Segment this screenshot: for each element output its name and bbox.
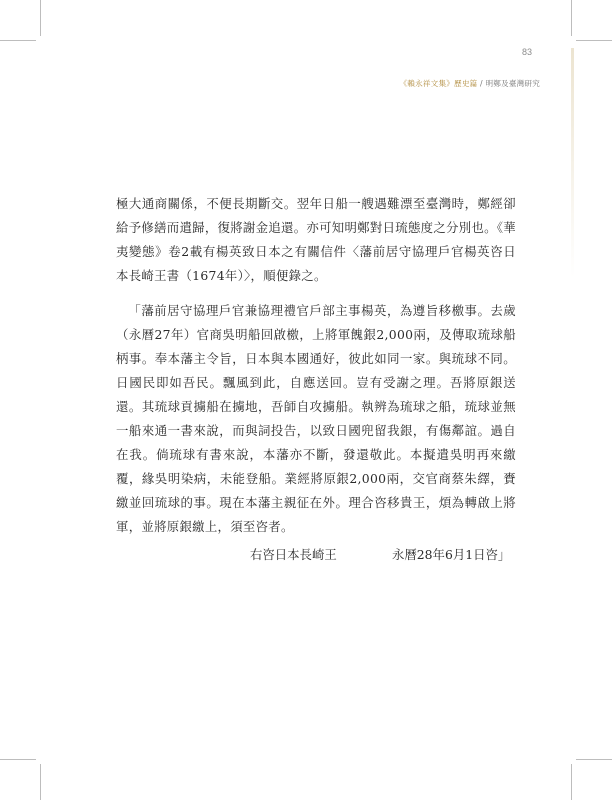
series-title: 《賴永祥文集》歷史篇: [399, 79, 478, 88]
running-header: [400, 78, 541, 89]
crop-mark-bottom-left-h: [0, 759, 36, 760]
signature-date: 永曆28年6月1日咨」: [392, 547, 511, 562]
body-paragraph-1: 極大通商關係，不便長期斷交。翌年日船一艘遇難漂至臺灣時，鄭經卻給予修繕而遣歸，復將謝金追還。亦可知明鄭對日琉態度之分別也。《華夷變態》卷2載有楊英致日本之有關信件〈藩前居守協理戶官楊英咨日本長崎王書（1674年）〉，順便錄之。: [116, 196, 516, 283]
page-number: 83: [521, 47, 532, 57]
crop-mark-bottom-right-h: [576, 759, 612, 760]
section-title: 明鄭及臺灣研究: [485, 79, 540, 88]
body-paragraph-2: 「藩前居守協理戶官兼協理禮官戶部主事楊英，為遵旨移檄事。去歲（永曆27年）官商吳明船回啟檄，上將軍餽銀2,000兩，及傳取琉球船柄事。奉本藩主令旨，日本與本國通好，彼此如同一家。與琉球不同。日國民即如吾民。飄風到此，自應送回。豈有受謝之理。吾將原銀送還。其琉球貢擄船在擄地，吾師自攻擄船。執辨為琉球之船，琉球並無一船來通一書來說，而與詞投告，以致日國兜留我銀，有傷鄰誼。過自在我。倘琉球有書來說，本藩亦不斷，發還敬此。本擬遣吳明再來繳覆，緣吳明染病，未能登船。業經將原銀2,000兩，交官商蔡朱繹，賚繳並回琉球的事。現在本藩主親征在外。理合咨移貴王，煩為轉啟上將軍，並將原銀繳上，須至咨者。: [116, 303, 516, 534]
crop-mark-top-left: [40, 0, 41, 36]
header-separator: /: [477, 79, 486, 88]
signature-addressee: 右咨日本長崎王: [250, 547, 337, 562]
crop-mark-top-left-h: [0, 40, 36, 41]
crop-mark-top-right: [571, 0, 572, 36]
crop-mark-bottom-left: [40, 764, 41, 800]
crop-mark-top-right-h: [576, 40, 612, 41]
decorative-edge-bar: [571, 48, 574, 278]
crop-mark-bottom-right: [571, 764, 572, 800]
